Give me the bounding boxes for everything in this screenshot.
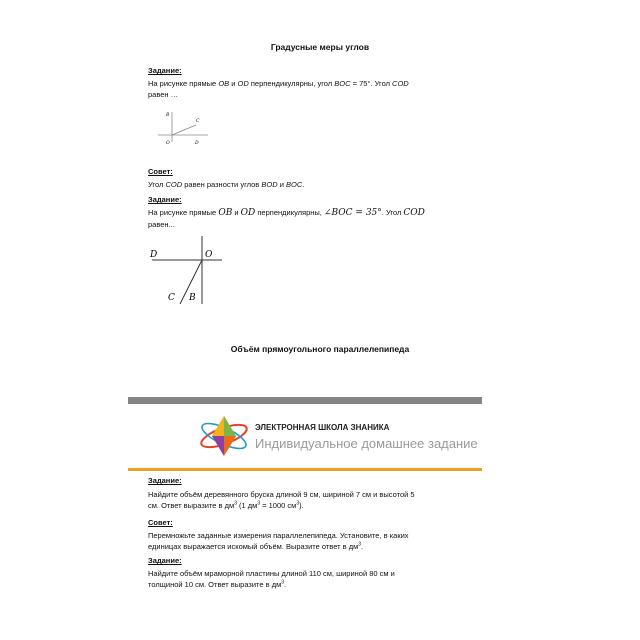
banner-top-bar: [128, 397, 482, 404]
section-title-angles: Градусные меры углов: [270, 42, 370, 52]
hint-label: Совет:: [148, 518, 173, 527]
point-label-c: C: [196, 119, 200, 124]
angle-figure-2: [144, 234, 228, 306]
hint-label: Совет:: [148, 167, 173, 176]
logo-icon: [196, 410, 252, 462]
hint-text: Угол COD равен разности углов BOD и BOC.: [148, 180, 305, 189]
banner-subtitle: Индивидуальное домашнее задание: [255, 436, 478, 451]
point-label-c: C: [168, 293, 175, 303]
point-label-d: D: [195, 141, 199, 146]
hint-text: Перемножьте заданные измерения параллелепипеда. Установите, в каких единицах выражается искомый объём. Выразите ответ в $дм^3$.: [148, 531, 409, 551]
point-label-b: B: [166, 113, 170, 118]
point-label-d: D: [150, 250, 158, 260]
task-label: Задание:: [148, 66, 182, 75]
task-label: Задание:: [148, 195, 182, 204]
task-label: Задание:: [148, 556, 182, 565]
task-text: На рисунке прямые OB и OD перпендикулярны, угол BOC = 75°. Угол COD равен …: [148, 79, 409, 99]
point-label-o: O: [205, 250, 213, 260]
ray-oc: [172, 125, 196, 135]
banner-accent-bar: [128, 468, 482, 471]
section-title-volume: Объём прямоугольного параллелепипеда: [230, 344, 410, 354]
brand-name: ЭЛЕКТРОННАЯ ШКОЛА ЗНАНИКА: [255, 423, 390, 432]
task-text: Найдите объём мраморной пластины длиной 110 см, шириной 80 см и толщиной 10 см. Ответ выразите в $дм^3$.: [148, 569, 395, 589]
angle-figure-1: [150, 108, 210, 152]
point-label-b: B: [189, 293, 196, 303]
task-text: На рисунке прямые OB и OD перпендикулярны, ∠BOC = 35°. Угол COD равен...: [148, 208, 425, 229]
task-text: Найдите объём деревянного бруска длиной 9 см, шириной 7 см и высотой 5 см. Ответ выразите в $дм^3$ (1 $дм^3 = 1000$ $см^3$).: [148, 490, 415, 510]
point-label-o: O: [166, 141, 170, 146]
task-label: Задание:: [148, 476, 182, 485]
